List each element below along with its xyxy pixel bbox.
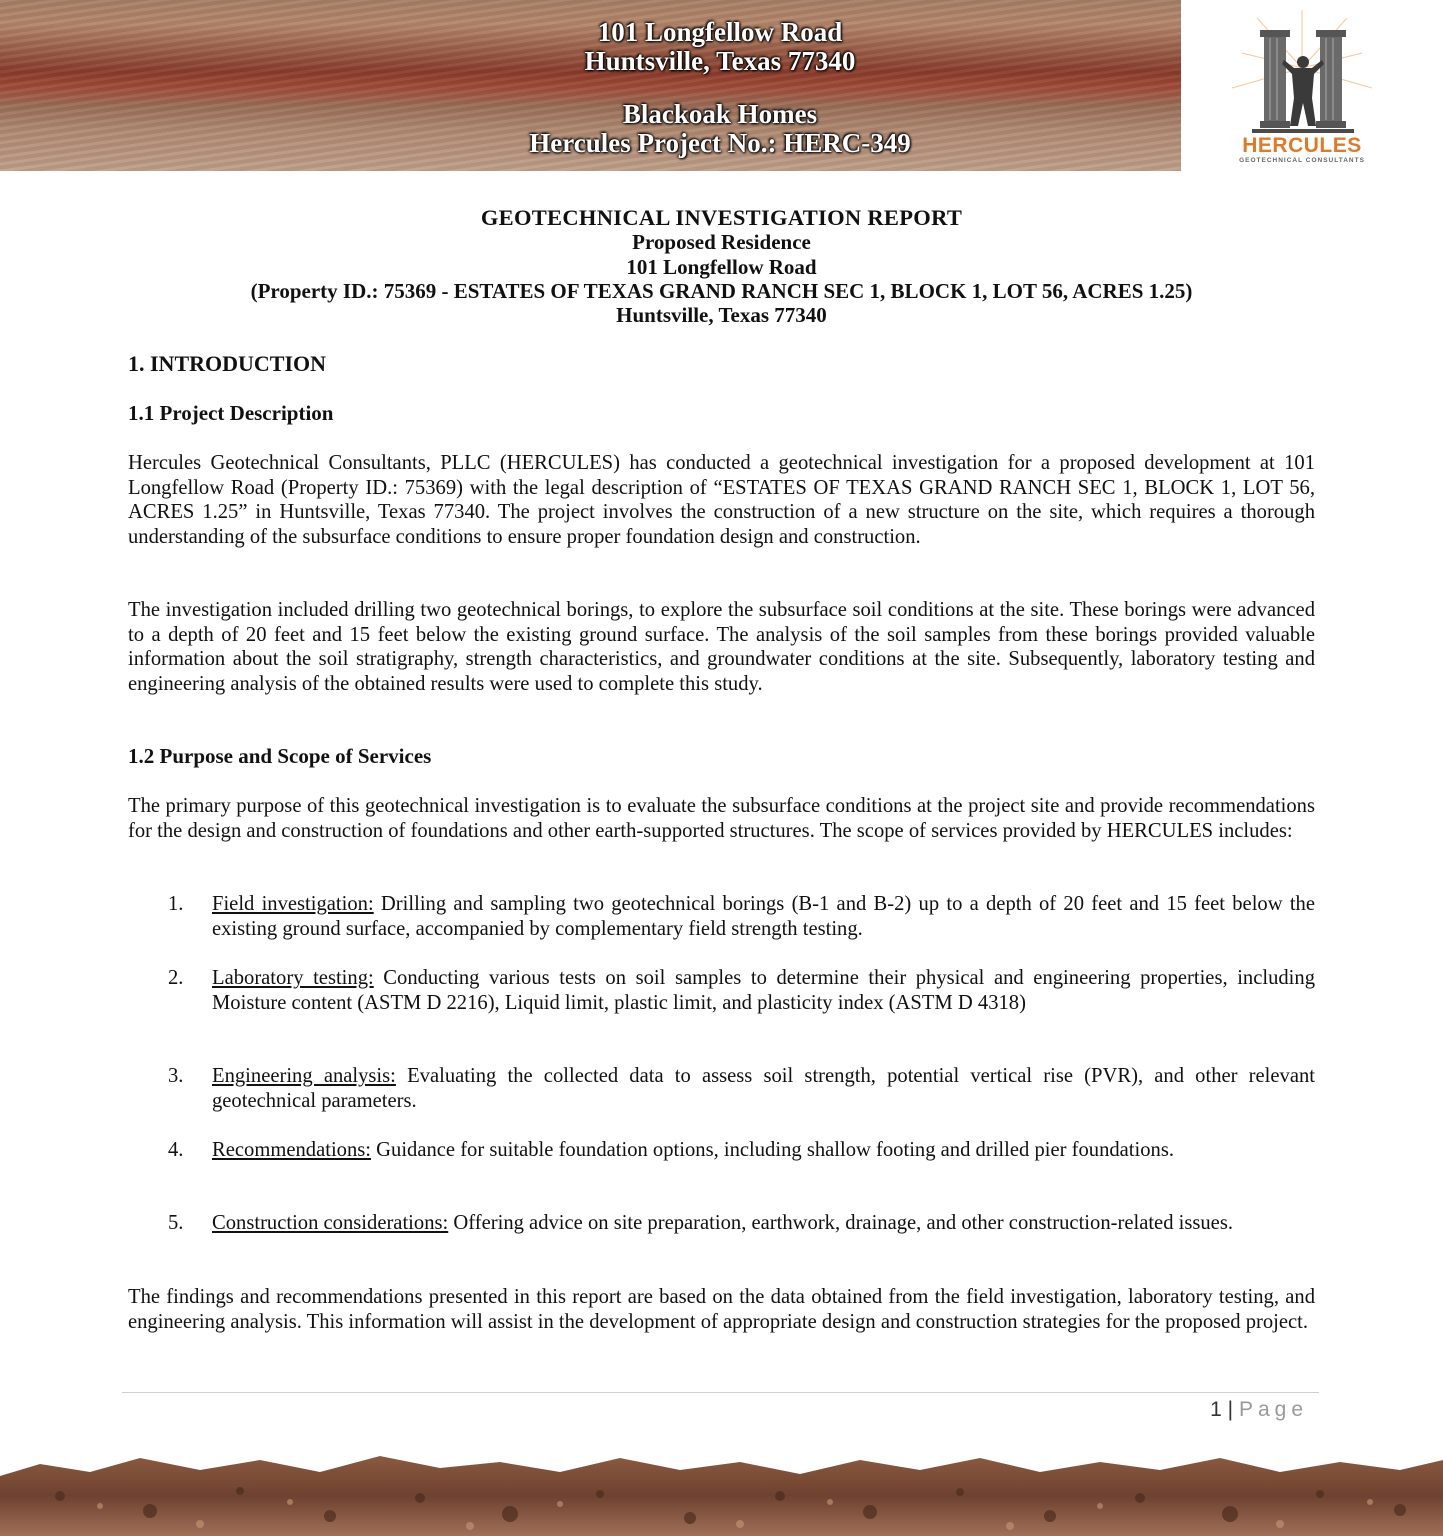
list-item-text: Evaluating the collected data to assess soil strength, potential vertical rise (PVR), and other relevant geotechnical parameters.: [212, 1065, 1315, 1112]
scope-list-item: [168, 892, 1315, 941]
purpose-paragraph: The primary purpose of this geotechnical investigation is to evaluate the subsurface conditions at the project site and provide recommendations for the design and construction of foundations and other earth-supported structures. The scope of services provided by HERCULES includes:: [128, 795, 1315, 842]
list-number: 2.: [168, 967, 184, 989]
footer-divider: [122, 1392, 1319, 1393]
banner-address-line1: 101 Longfellow Road: [597, 17, 843, 47]
list-number: 3.: [168, 1065, 184, 1087]
header-banner-image: [0, 0, 1181, 171]
report-property-id: (Property ID.: 75369 - ESTATES OF TEXAS GRAND RANCH SEC 1, BLOCK 1, LOT 56, ACRES 1.25): [250, 278, 1193, 303]
page-number-value: 1: [1210, 1398, 1222, 1421]
page-number: [1210, 1398, 1308, 1422]
project-description-paragraph-2: The investigation included drilling two geotechnical borings, to explore the subsurface soil conditions at the site. These borings were advanced to a depth of 20 feet and 15 feet below the existing ground surface. The analysis of the soil samples from these borings provided valuable information about the soil stratigraphy, strength characteristics, and groundwater conditions at the site. Subsequently, laboratory testing and engineering analysis of the obtained results were used to complete this study.: [128, 599, 1315, 695]
list-item-label: Recommendations:: [212, 1139, 371, 1161]
report-title: GEOTECHNICAL INVESTIGATION REPORT: [480, 205, 963, 230]
hercules-logo: [1222, 8, 1422, 168]
list-item-text: Drilling and sampling two geotechnical borings (B-1 and B-2) up to a depth of 20 feet and 15 feet below the existing ground surface, accompanied by complementary field strength testing.: [212, 893, 1315, 940]
list-number: 4.: [168, 1139, 184, 1161]
closing-paragraph: The findings and recommendations presented in this report are based on the data obtained from the field investigation, laboratory testing, and engineering analysis. This information will assist in the development of appropriate design and construction strategies for the proposed project.: [128, 1286, 1315, 1333]
page-number-word: Page: [1238, 1398, 1308, 1421]
report-subtitle: Proposed Residence: [632, 230, 811, 255]
page-number-separator: |: [1227, 1398, 1234, 1421]
scope-list-item: [168, 1064, 1315, 1113]
scope-list-item: [168, 1138, 1315, 1163]
report-title-block: [100, 206, 1343, 327]
logo-tagline: GEOTECHNICAL CONSULTANTS: [1239, 157, 1365, 164]
list-item-text: Offering advice on site preparation, earthwork, drainage, and other construction-related issues.: [448, 1212, 1233, 1234]
banner-client: Blackoak Homes: [622, 99, 818, 129]
list-item-text: Conducting various tests on soil samples to determine their physical and engineering properties, including Moisture content (ASTM D 2216), Liquid limit, plastic limit, and plasticity index (ASTM D 4318): [212, 967, 1315, 1014]
report-address: 101 Longfellow Road: [626, 254, 817, 279]
project-description-paragraph-1: Hercules Geotechnical Consultants, PLLC (HERCULES) has conducted a geotechnical investigation for a proposed development at 101 Longfellow Road (Property ID.: 75369) with the legal description of “ESTATES OF TEXAS GRAND RANCH SEC 1, BLOCK 1, LOT 56, ACRES 1.25” in Huntsville, Texas 77340. The project involves the construction of a new structure on the site, which requires a thorough understanding of the subsurface conditions to ensure proper foundation design and construction.: [128, 452, 1315, 548]
section-heading-project-description: 1.1 Project Description: [128, 401, 334, 425]
list-number: 5.: [168, 1212, 184, 1234]
report-city: Huntsville, Texas 77340: [616, 303, 827, 328]
scope-list-item: [168, 966, 1315, 1015]
hercules-pillars-icon: [1222, 8, 1382, 136]
section-heading-introduction: 1. INTRODUCTION: [128, 351, 327, 376]
banner-address-line2: Huntsville, Texas 77340: [584, 46, 856, 76]
footer-soil-image: [0, 1436, 1443, 1536]
list-item-label: Laboratory testing:: [212, 967, 374, 989]
list-item-label: Field investigation:: [212, 893, 374, 915]
list-number: 1.: [168, 893, 184, 915]
section-heading-purpose-scope: 1.2 Purpose and Scope of Services: [128, 744, 432, 768]
logo-wordmark: HERCULES: [1242, 134, 1362, 157]
list-item-label: Construction considerations:: [212, 1212, 449, 1234]
banner-project-number: Hercules Project No.: HERC-349: [529, 128, 911, 158]
scope-list-item: [168, 1211, 1315, 1236]
list-item-label: Engineering analysis:: [212, 1065, 396, 1087]
list-item-text: Guidance for suitable foundation options, including shallow footing and drilled pier foundations.: [371, 1139, 1175, 1161]
